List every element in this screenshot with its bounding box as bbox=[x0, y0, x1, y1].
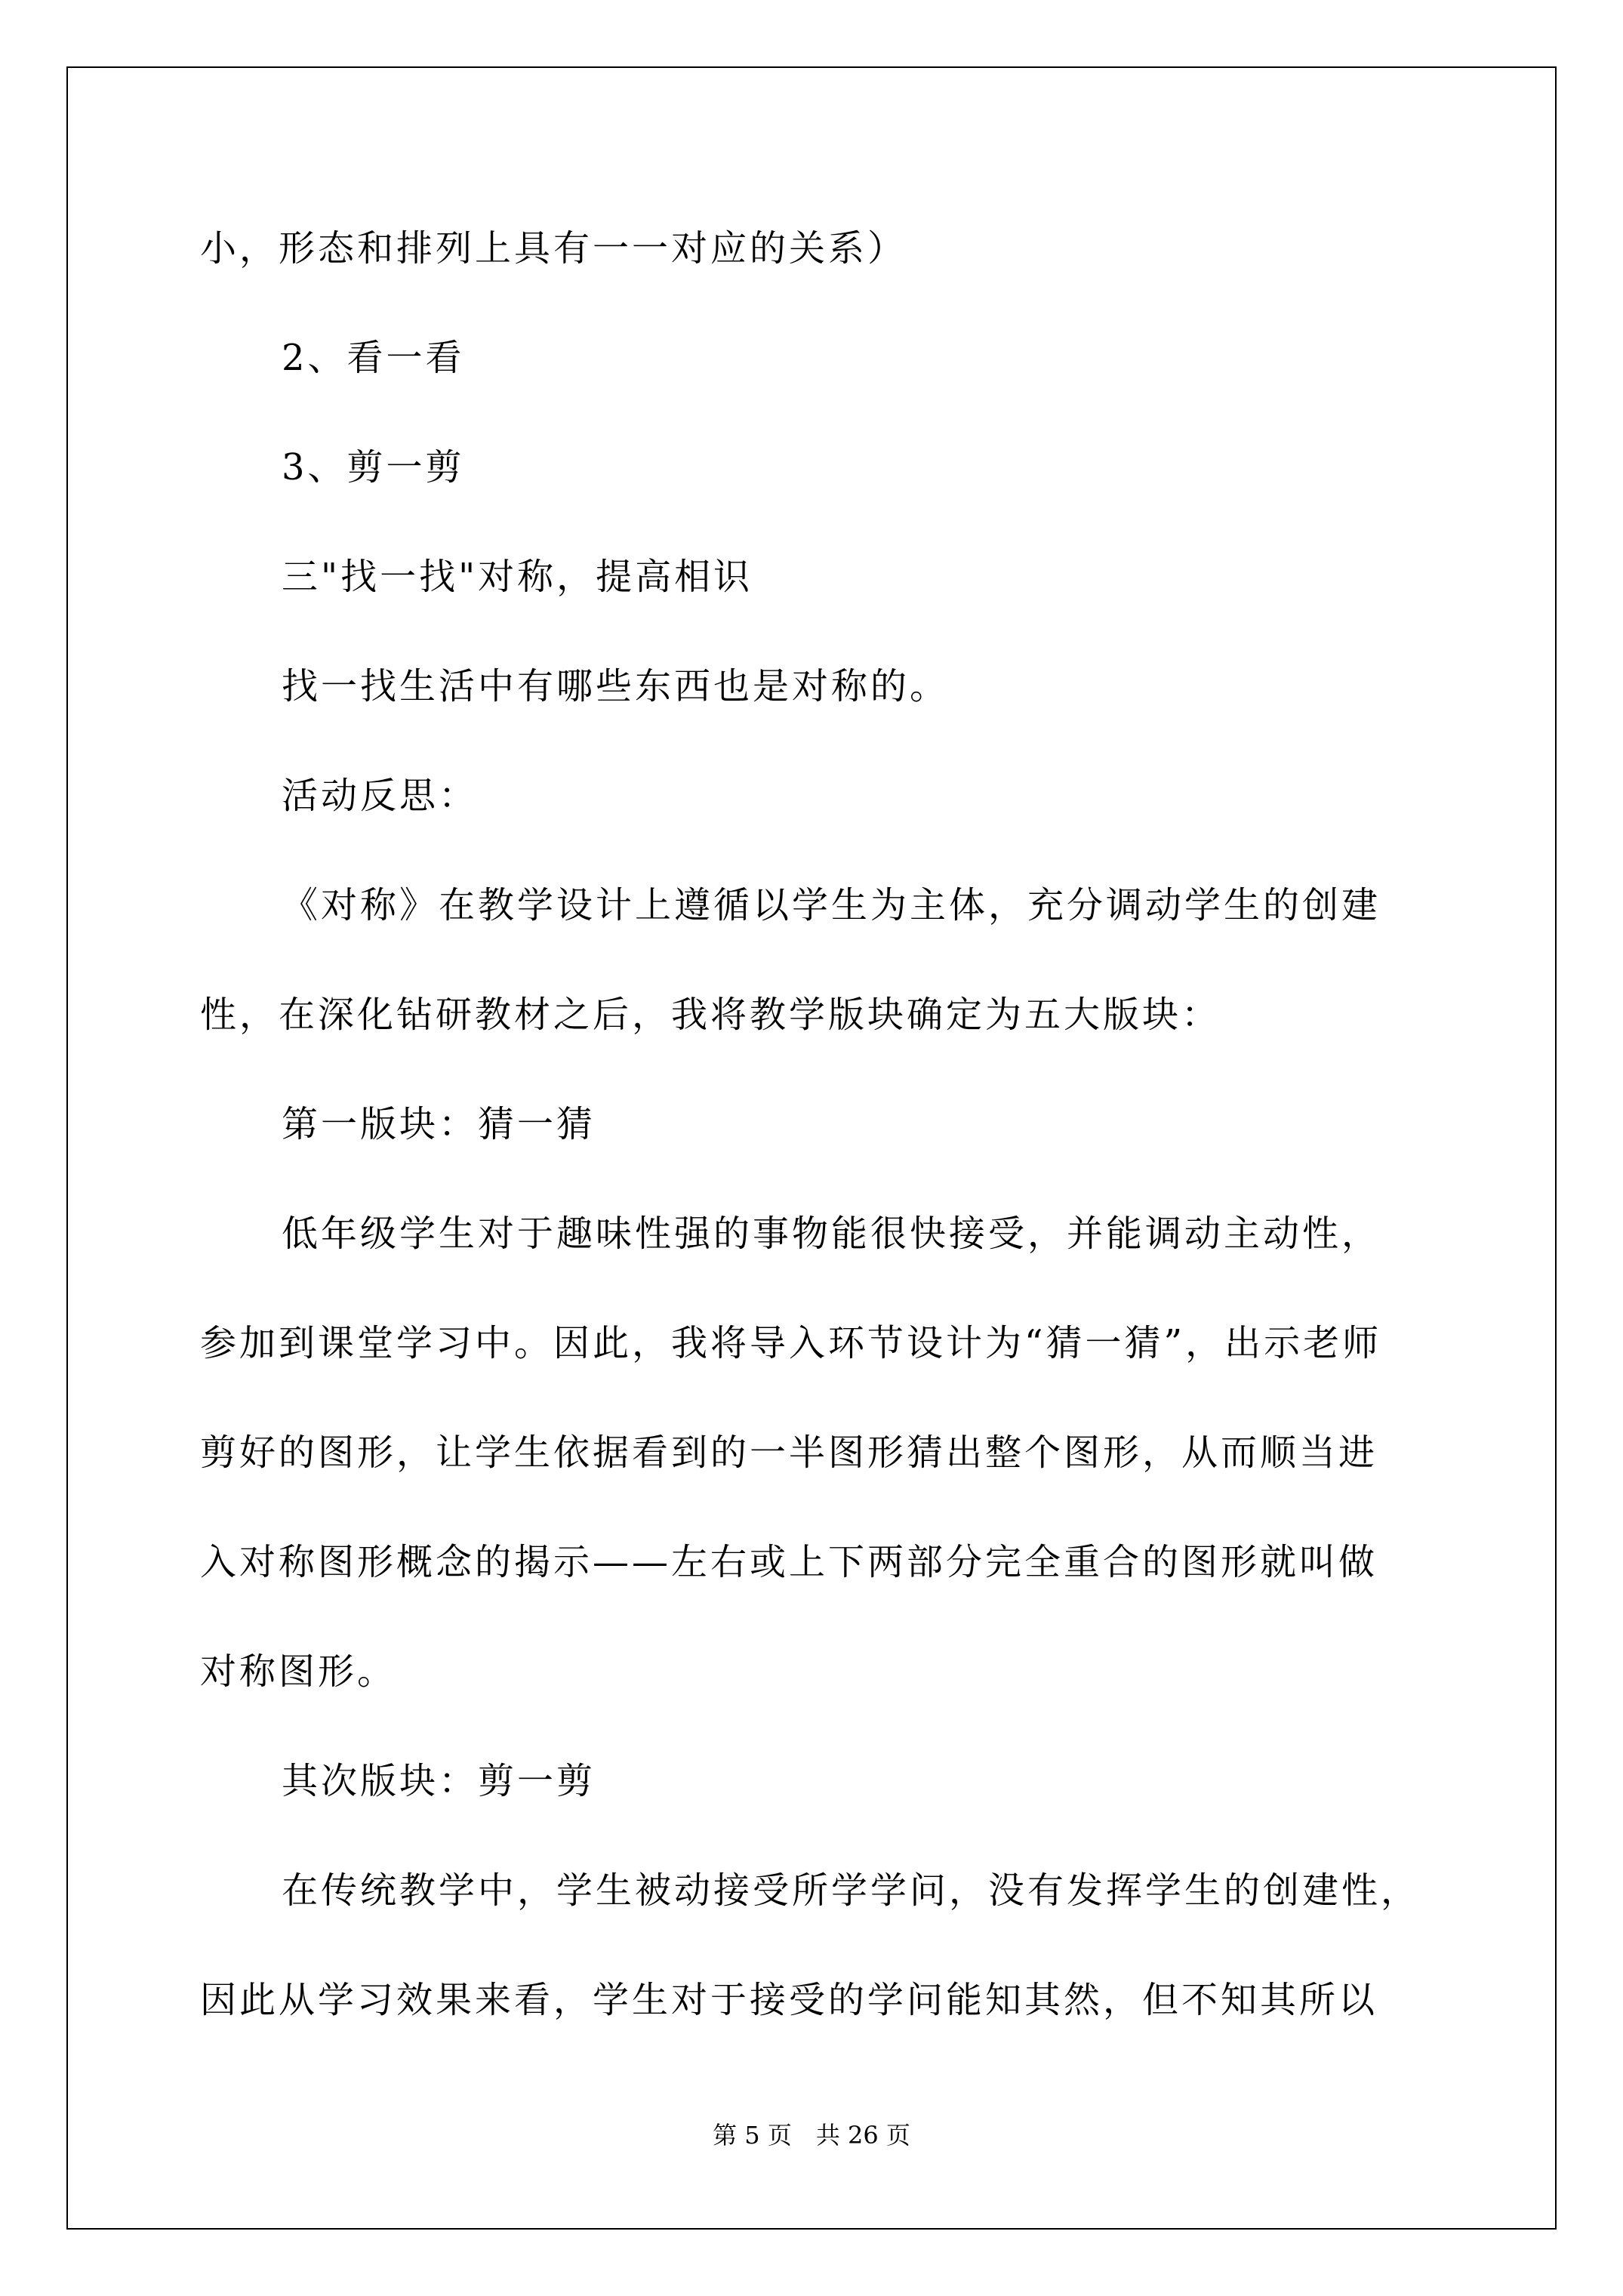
paragraph-16: 在传统教学中，学生被动接受所学学问，没有发挥学生的创建性， bbox=[282, 1869, 1421, 1912]
document-body bbox=[200, 194, 1438, 2055]
paragraph-15: 其次版块：剪一剪 bbox=[282, 1760, 596, 1802]
paragraph-9: 第一版块：猜一猜 bbox=[282, 1103, 596, 1145]
paragraph-17: 因此从学习效果来看，学生对于接受的学问能知其然，但不知其所以 bbox=[200, 1979, 1378, 2021]
paragraph-11: 参加到课堂学习中。因此，我将导入环节设计为“猜一猜”，出示老师 bbox=[200, 1322, 1382, 1364]
paragraph-14: 对称图形。 bbox=[200, 1650, 397, 1693]
paragraph-3: 3、剪一剪 bbox=[282, 446, 465, 488]
paragraph-7: 《对称》在教学设计上遵循以学生为主体，充分调动学生的创建 bbox=[282, 884, 1381, 926]
paragraph-6: 活动反思： bbox=[282, 775, 479, 817]
paragraph-4: 三"找一找"对称，提高相识 bbox=[282, 556, 753, 598]
paragraph-2: 2、看一看 bbox=[282, 337, 465, 379]
paragraph-12: 剪好的图形，让学生依据看到的一半图形猜出整个图形，从而顺当进 bbox=[200, 1432, 1378, 1474]
paragraph-8: 性，在深化钻研教材之后，我将教学版块确定为五大版块： bbox=[200, 994, 1221, 1036]
paragraph-5: 找一找生活中有哪些东西也是对称的。 bbox=[282, 665, 950, 707]
paragraph-10: 低年级学生对于趣味性强的事物能很快接受，并能调动主动性， bbox=[282, 1213, 1381, 1255]
paragraph-13: 入对称图形概念的揭示——左右或上下两部分完全重合的图形就叫做 bbox=[200, 1541, 1378, 1583]
page-number-footer: 第 5 页 共 26 页 bbox=[713, 2121, 910, 2150]
paragraph-1: 小，形态和排列上具有一一对应的关系） bbox=[200, 227, 907, 270]
